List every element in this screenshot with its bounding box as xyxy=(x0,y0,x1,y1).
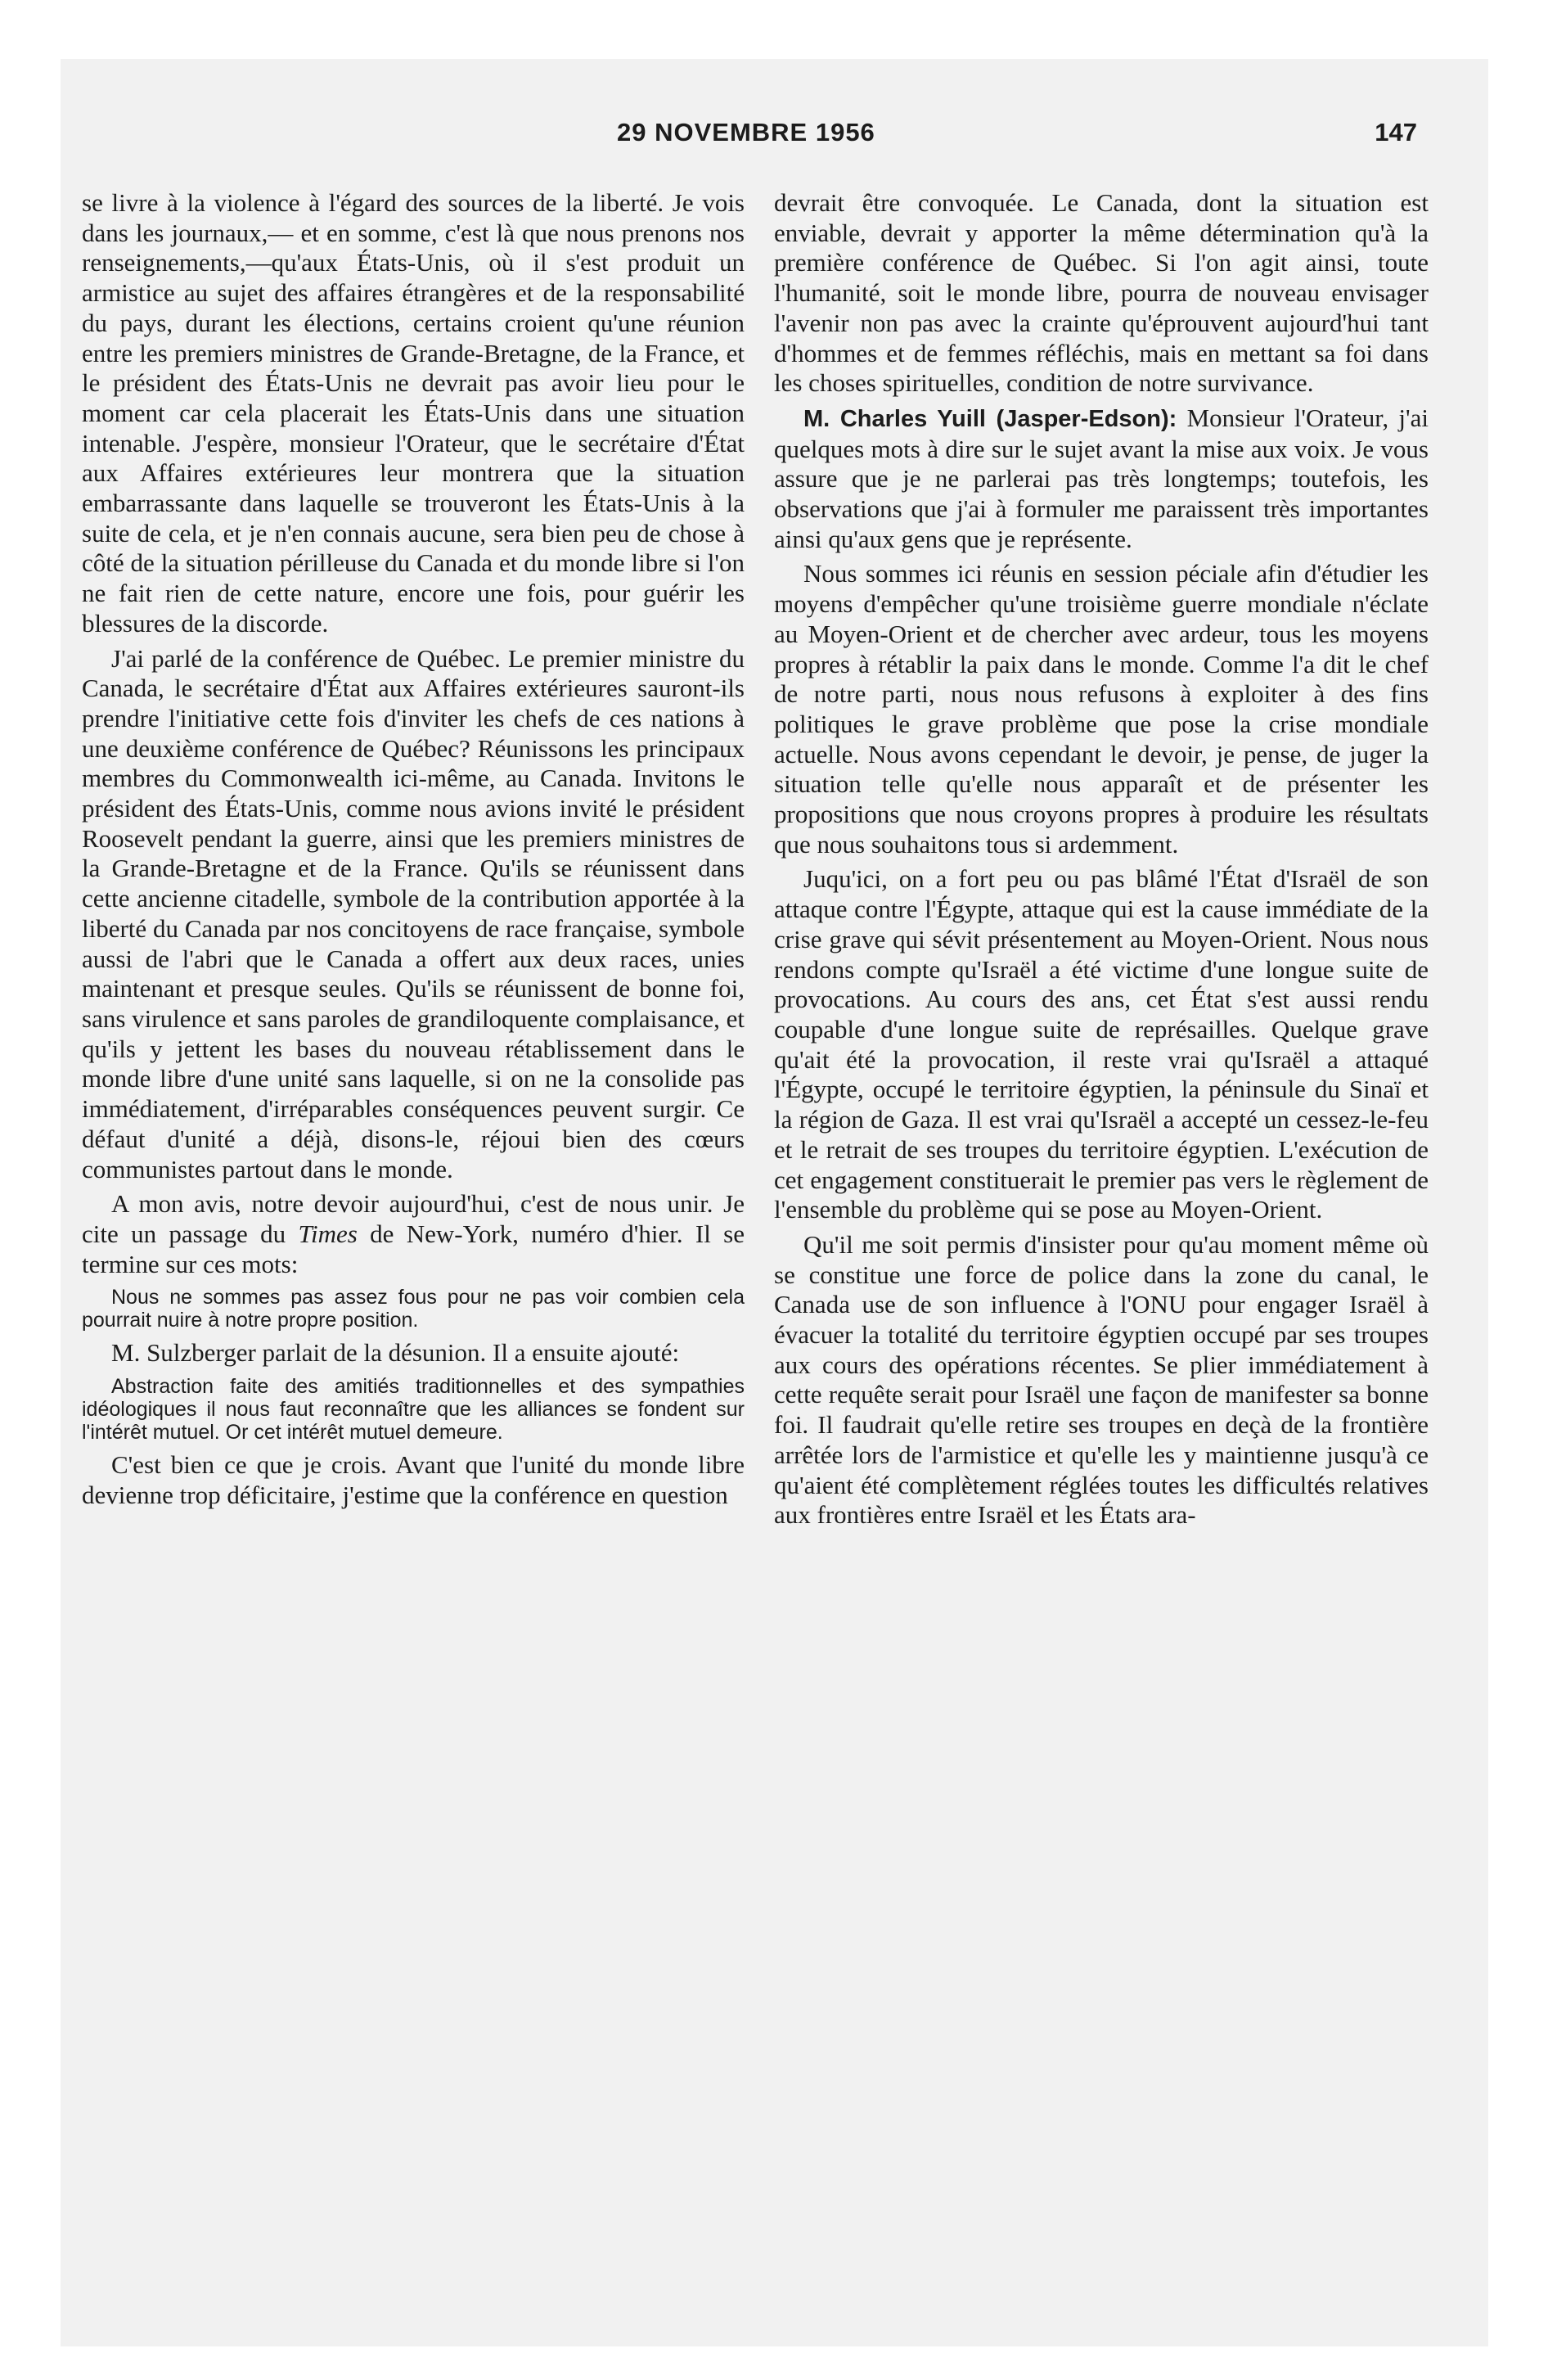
right-column xyxy=(774,188,1429,1530)
paragraph xyxy=(82,1189,745,1279)
speaker-name: M. Charles Yuill (Jasper-Edson): xyxy=(803,405,1177,432)
newspaper-title: Times xyxy=(298,1219,358,1248)
block-quote: Nous ne sommes pas assez fous pour ne pas voir combien cela pourrait nuire à notre propre position. xyxy=(82,1286,745,1332)
text-run: Monsieur l'Orateur, j'ai quelques mots à dire sur le sujet avant la mise aux voix. Je vous assure que je ne parlerai pas très longtemps; toutefois, les observations que j'ai à formuler me paraissent très importantes ainsi qu'aux gens que je représente. xyxy=(774,403,1429,553)
paragraph: Qu'il me soit permis d'insister pour qu'au moment même où se constitue une force de police dans la zone du canal, le Canada use de son influence à l'ONU pour engager Israël à évacuer la totalité du territoire égyptien occupé par ses troupes aux cours des opérations récentes. Se plier immédiatement à cette requête serait pour Israël une façon de manifester sa bonne foi. Il faudrait qu'elle retire ses troupes en deçà de la frontière arrêtée lors de l'armistice et qu'elle les y maintienne jusqu'à ce qu'aient été complètement réglées toutes les difficultés relatives aux frontières entre Israël et les États ara- xyxy=(774,1229,1429,1530)
paragraph: Juqu'ici, on a fort peu ou pas blâmé l'État d'Israël de son attaque contre l'Égypte, attaque qui est la cause immédiate de la crise grave qui sévit présentement au Moyen-Orient. Nous nous rendons compte qu'Israël a été victime d'une longue suite de provocations. Au cours des ans, cet État s'est aussi rendu coupable d'une longue suite de représailles. Quelque grave qu'ait été la provocation, il reste vrai qu'Israël a attaqué l'Égypte, occupé le territoire égyptien, la péninsule du Sinaï et la région de Gaza. Il est vrai qu'Israël a accepté un cessez-le-feu et le retrait de ses troupes du territoire égyptien. L'exécution de cet engagement constituerait le premier pas vers le règlement de l'ensemble du problème qui se pose au Moyen-Orient. xyxy=(774,864,1429,1224)
page-number: 147 xyxy=(1375,118,1417,146)
paragraph: Nous sommes ici réunis en session péciale afin d'étudier les moyens d'empêcher qu'une troisième guerre mondiale n'éclate au Moyen-Orient et de chercher avec ardeur, tous les moyens propres à rétablir la paix dans le monde. Comme l'a dit le chef de notre parti, nous nous refusons à exploiter à des fins politiques le grave problème que pose la crise mondiale actuelle. Nous avons cependant le devoir, je pense, de juger la situation telle qu'elle nous apparaît et de présenter les propositions que nous croyons propres à produire les résultats que nous souhaitons tous si ardemment. xyxy=(774,559,1429,859)
paragraph: devrait être convoquée. Le Canada, dont la situation est enviable, devrait y apporter la même détermination qu'à la première conférence de Québec. Si l'on agit ainsi, toute l'humanité, soit le monde libre, pourra de nouveau envisager l'avenir non pas avec la crainte qu'éprouvent aujourd'hui tant d'hommes et de femmes réfléchis, mais en mettant sa foi dans les choses spirituelles, condition de notre survivance. xyxy=(774,188,1429,398)
page-header xyxy=(61,118,1417,154)
paragraph: J'ai parlé de la conférence de Québec. Le premier ministre du Canada, le secrétaire d'État aux Affaires extérieures sauront-ils prendre l'initiative cette fois d'inviter les chefs de ces nations à une deuxième conférence de Québec? Réunissons les principaux membres du Commonwealth ici-même, au Canada. Invitons le président des États-Unis, comme nous avions invité le président Roosevelt pendant la guerre, ainsi que les premiers ministres de la Grande-Bretagne et de la France. Qu'ils se réunissent dans cette ancienne citadelle, symbole de la contribution apportée à la liberté du Canada par nos concitoyens de race française, symbole aussi de l'abri que le Canada a offert aux deux races, unies maintenant et presque seules. Qu'ils se réunissent de bonne foi, sans virulence et sans paroles de grandiloquente complaisance, et qu'ils y jettent les bases du nouveau rétablissement dans le monde libre d'une unité sans laquelle, si on ne la consolide pas immédiatement, d'irréparables conséquences peuvent surgir. Ce défaut d'unité a déjà, disons-le, réjoui bien des cœurs communistes partout dans le monde. xyxy=(82,643,745,1183)
paragraph xyxy=(774,403,1429,555)
block-quote: Abstraction faite des amitiés traditionnelles et des sympathies idéologiques il nous faut reconnaître que les alliances se fondent sur l'intérêt mutuel. Or cet intérêt mutuel demeure. xyxy=(82,1375,745,1445)
paragraph: M. Sulzberger parlait de la désunion. Il a ensuite ajouté: xyxy=(111,1338,680,1368)
paragraph: C'est bien ce que je crois. Avant que l'unité du monde libre devienne trop déficitaire, j'estime que la conférence en question xyxy=(82,1450,745,1509)
text-run: de New-York, numéro d'hier. Il se termine sur ces mots: xyxy=(82,1219,745,1278)
text-run: A mon avis, notre devoir aujourd'hui, c'est de nous unir. Je cite un passage du xyxy=(82,1189,745,1248)
paragraph: se livre à la violence à l'égard des sources de la liberté. Je vois dans les journaux,— et en somme, c'est là que nous prenons nos renseignements,—qu'aux États-Unis, où il s'est produit un armistice au sujet des affaires étrangères et de la responsabilité du pays, durant les élections, certains croient qu'une réunion entre les premiers ministres de Grande-Bretagne, de la France, et le président des États-Unis ne devrait pas avoir lieu pour le moment car cela placerait les États-Unis dans une situation intenable. J'espère, monsieur l'Orateur, que le secrétaire d'État aux Affaires extérieures leur montrera que la situation embarrassante dans laquelle se trouveront les États-Unis à la suite de cela, et je n'en connais aucune, sera bien peu de chose à côté de la situation périlleuse du Canada et du monde libre si l'on ne fait rien de cette nature, encore une fois, pour guérir les blessures de la discorde. xyxy=(82,188,745,638)
left-column xyxy=(82,188,745,1510)
header-date: 29 NOVEMBRE 1956 xyxy=(617,118,875,146)
